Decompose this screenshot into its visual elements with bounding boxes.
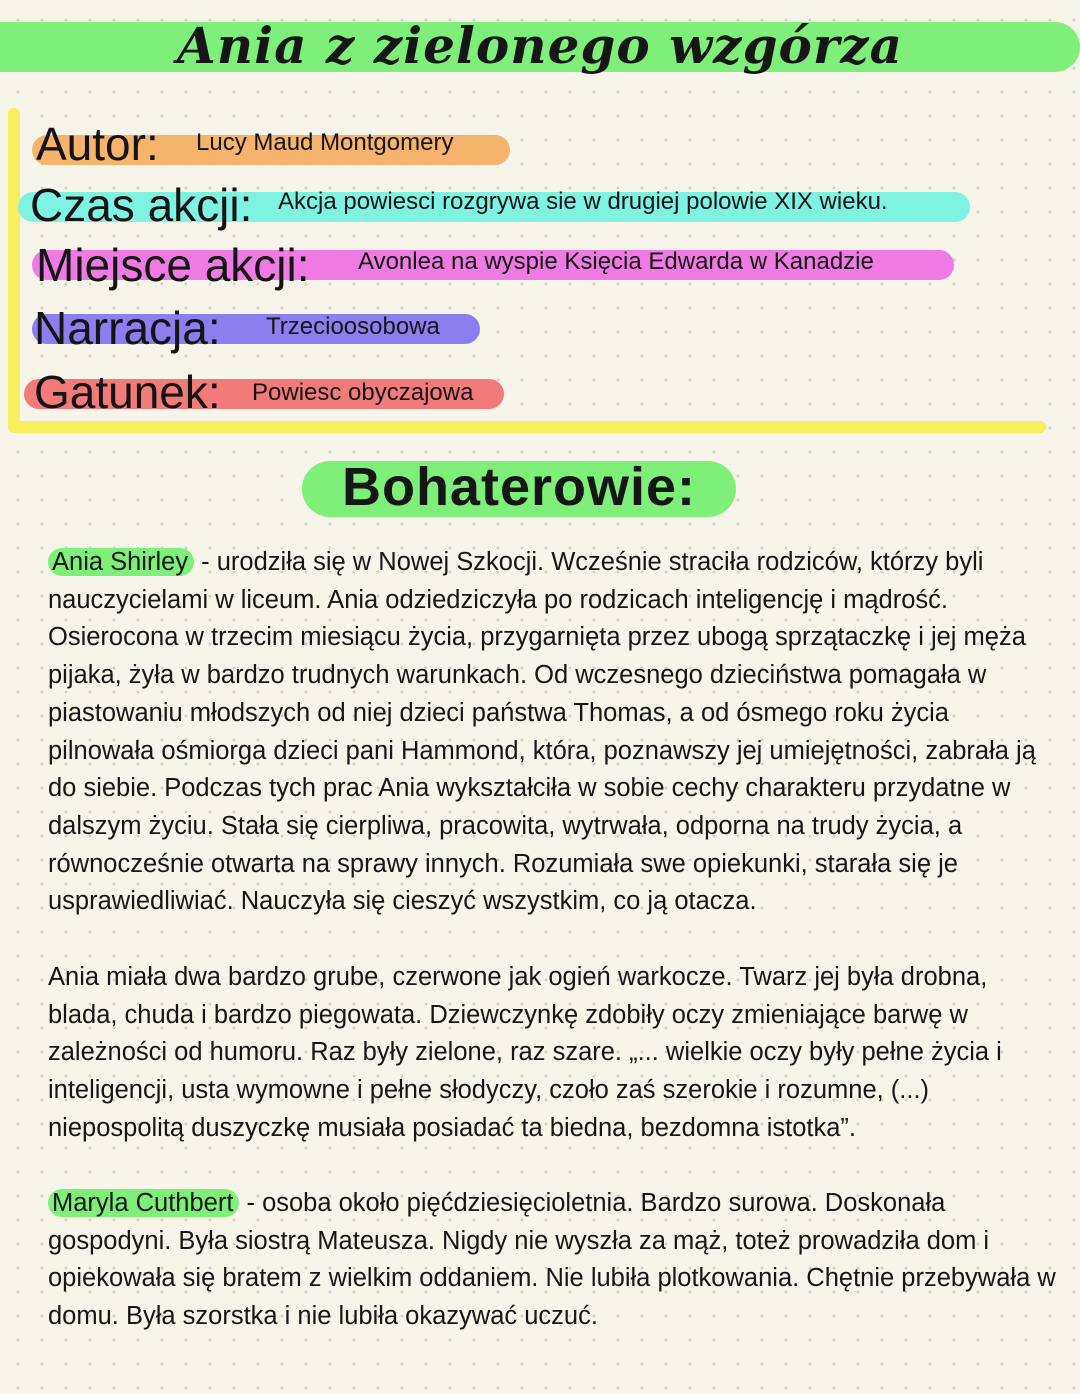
place-value: Avonlea na wyspie Księcia Edwarda w Kanadzie [358,248,874,275]
place-label: Miejsce akcji: [36,239,310,291]
genre-value: Powiesc obyczajowa [252,379,474,406]
character-desc-ania: - urodziła się w Nowej Szkocji. Wcześnie straciła rodziców, którzy byli nauczycielami w liceum. Ania odziedziczyła po rodzicach inteligencję i mądrość. Osierocona w trzecim miesiącu życia, przygarnięta przez ubogą sprzątaczkę i jej męża pijaka, żyła w bardzo trudnych warunkach. Od wczesnego dzieciństwa pomagała w piastowaniu młodszych od niej dzieci państwa Thomas, a od ósmego roku życia pilnowała ośmiorga dzieci pani Hammond, która, poznawszy jej umiejętności, zabrała ją do siebie. Podczas tych prac Ania wykształciła w sobie cechy charakteru przydatne w dalszym życiu. Stała się cierpliwa, pracowita, wytrwała, odporna na trudy życia, a równocześnie otwarta na sprawy innych. Rozumiała swe opiekunki, starała się je usprawiedliwiać. Nauczyła się cieszyć wszystkim, co ją otacza. [48,548,1036,916]
time-value: Akcja powiesci rozgrywa sie w drugiej polowie XIX wieku. [278,188,888,215]
page-title: Ania z zielonego wzgórza [176,16,904,75]
yellow-border-bottom [8,421,1046,433]
character-name-ania: Ania Shirley [48,548,194,576]
author-value: Lucy Maud Montgomery [196,129,454,156]
time-label: Czas akcji: [30,179,253,231]
section-title: Bohaterowie: [341,457,697,517]
character-name-maryla: Maryla Cuthbert [48,1189,239,1217]
character-desc-maryla: - osoba około pięćdziesięcioletnia. Bardzo surowa. Doskonała gospodyni. Była siostrą Mateusza. Nigdy nie wyszła za mąż, toteż prowadziła dom i opiekowała się bratem z wielkim oddaniem. Nie lubiła plotkowania. Chętnie przebywała w domu. Była szorstka i nie lubiła okazywać uczuć. [48,1189,1056,1331]
info-box [8,108,1040,428]
narration-value: Trzecioosobowa [266,313,440,340]
yellow-border-left [8,108,20,433]
character-ania [48,544,1058,921]
narration-label: Narracja: [34,302,221,354]
character-maryla [48,1185,1058,1336]
genre-label: Gatunek: [34,366,221,418]
author-label: Autor: [36,118,159,170]
character-ania-appearance: Ania miała dwa bardzo grube, czerwone jak ogień warkocze. Twarz jej była drobna, blada, chuda i bardzo piegowata. Dziewczynkę zdobiły oczy zmieniające barwę w zależności od humoru. Raz były zielone, raz szare. „... wielkie oczy były pełne życia i inteligencji, usta wymowne i pełne słodyczy, czoło zaś szerokie i rozumne, (...) niepospolitą duszyczkę musiała posiadać ta biedna, bezdomna istotka”. [48,963,1002,1142]
